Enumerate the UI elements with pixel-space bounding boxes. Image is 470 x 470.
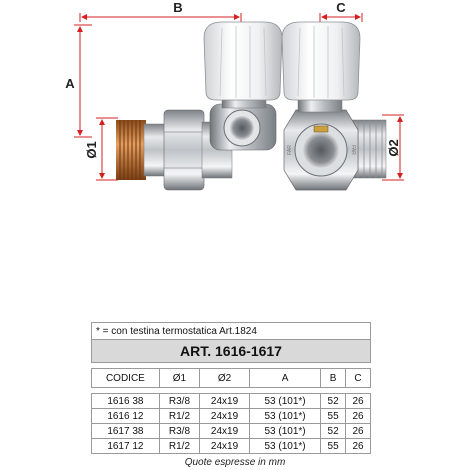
union-nut (164, 110, 204, 190)
dimension-label-d2: Ø2 (386, 139, 401, 157)
table-cell: 53 (101*) (249, 409, 320, 424)
table-cell: R1/2 (159, 439, 199, 454)
header-cell: B (321, 369, 346, 388)
table-cell: 52 (321, 424, 346, 439)
table-cell: 53 (101*) (249, 424, 320, 439)
table-row (92, 424, 371, 439)
body-marking-right: FAR (350, 145, 356, 155)
table-cell: 26 (346, 409, 371, 424)
left-valve-side-view (116, 22, 282, 190)
specification-table (91, 322, 371, 454)
table-cell: R3/8 (159, 394, 199, 409)
table-cell: 24x19 (200, 394, 250, 409)
table-cell: 26 (346, 394, 371, 409)
dimension-label-b: B (173, 0, 183, 15)
table-row (92, 394, 371, 409)
table-cell: 26 (346, 424, 371, 439)
table-cell: 52 (321, 394, 346, 409)
table-cell: 1617 38 (92, 424, 160, 439)
body-marking-left: FAR (287, 145, 293, 155)
dimension-label-d1: Ø1 (84, 141, 99, 159)
note-row (92, 323, 371, 340)
table-cell: 24x19 (200, 409, 250, 424)
table-cell: R3/8 (159, 424, 199, 439)
dimension-label-c: C (336, 0, 346, 15)
table-note: * = con testina termostatica Art.1824 (92, 323, 371, 340)
right-valve-front-view (282, 22, 386, 190)
header-cell: A (249, 369, 320, 388)
valve-cap-front (282, 22, 360, 100)
header-cell: Ø1 (159, 369, 199, 388)
header-cell: CODICE (92, 369, 160, 388)
title-row (92, 340, 371, 363)
table-cell: R1/2 (159, 409, 199, 424)
table-header-row (92, 369, 371, 388)
table-cell: 26 (346, 439, 371, 454)
header-cell: Ø2 (200, 369, 250, 388)
table-cell: 1616 12 (92, 409, 160, 424)
table-cell: 24x19 (200, 439, 250, 454)
table-cell: 53 (101*) (249, 439, 320, 454)
units-footnote: Quote espresse in mm (184, 457, 286, 468)
dimension-label-a: A (65, 76, 75, 91)
table-cell: 55 (321, 409, 346, 424)
table-cell: 1617 12 (92, 439, 160, 454)
valve-cap (204, 22, 282, 100)
table-cell: 55 (321, 439, 346, 454)
table-row (92, 409, 371, 424)
table-cell: 53 (101*) (249, 394, 320, 409)
table-cell: 1616 38 (92, 394, 160, 409)
table-title: ART. 1616-1617 (92, 340, 371, 363)
table-row (92, 439, 371, 454)
header-cell: C (346, 369, 371, 388)
table-cell: 24x19 (200, 424, 250, 439)
